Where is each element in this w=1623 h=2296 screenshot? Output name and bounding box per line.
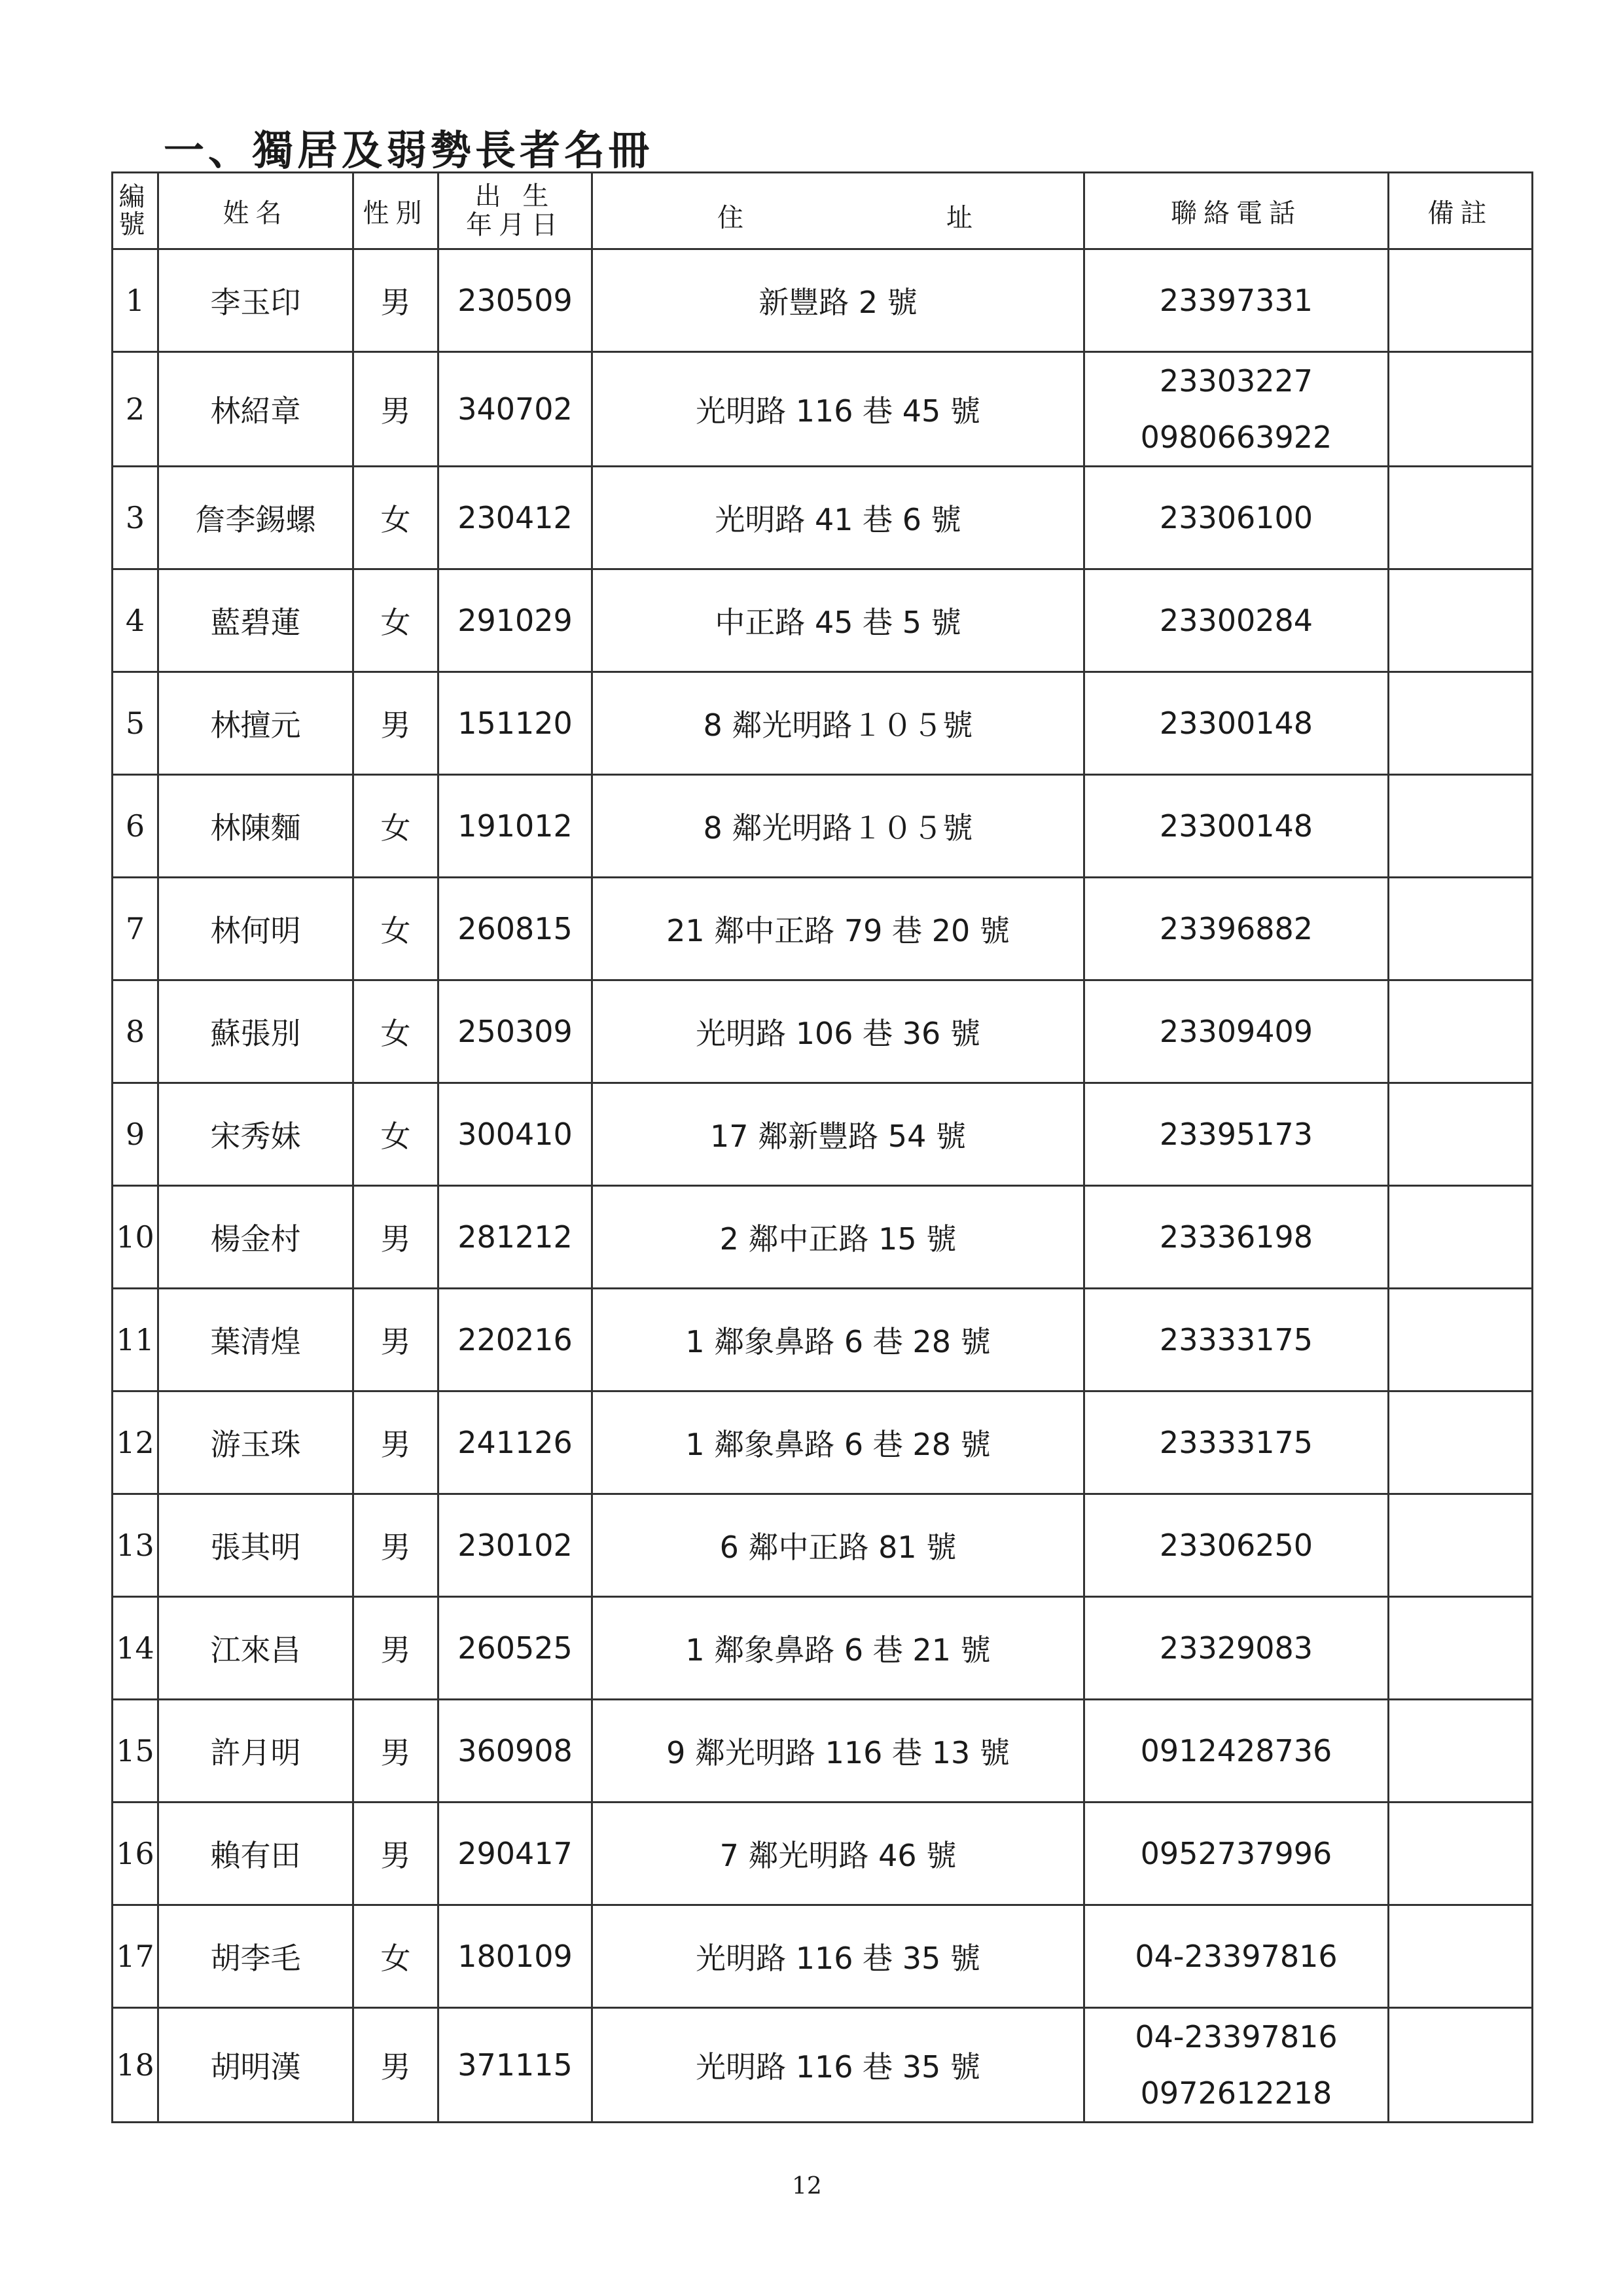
table-row	[113, 1905, 1533, 2008]
row-name: 宋秀妹	[158, 1083, 353, 1186]
row-number: 12	[113, 1391, 158, 1494]
row-name: 李玉印	[158, 249, 353, 352]
table-row	[113, 1494, 1533, 1597]
row-phone	[1084, 1700, 1389, 1803]
row-phone	[1084, 1905, 1389, 2008]
row-address: 1 鄰象鼻路 6 巷 21 號	[592, 1597, 1084, 1700]
table-row	[113, 2008, 1533, 2123]
row-gender: 女	[353, 467, 438, 569]
row-gender: 男	[353, 249, 438, 352]
row-dob: 281212	[438, 1186, 592, 1289]
row-dob: 230412	[438, 467, 592, 569]
row-dob: 360908	[438, 1700, 592, 1803]
row-number: 17	[113, 1905, 158, 2008]
table-row	[113, 775, 1533, 878]
phone-number: 0980663922	[1140, 420, 1332, 455]
row-phone	[1084, 569, 1389, 672]
row-dob: 220216	[438, 1289, 592, 1391]
header-dob-line1: 出 生	[474, 181, 556, 211]
row-remarks	[1389, 980, 1533, 1083]
phone-number: 23395173	[1159, 1117, 1313, 1152]
phone-number: 04-23397816	[1135, 2019, 1338, 2054]
row-phone	[1084, 672, 1389, 775]
row-phone	[1084, 1391, 1389, 1494]
row-address: 1 鄰象鼻路 6 巷 28 號	[592, 1289, 1084, 1391]
row-dob: 300410	[438, 1083, 592, 1186]
phone-number: 0912428736	[1140, 1733, 1332, 1768]
row-dob: 340702	[438, 352, 592, 467]
row-gender: 男	[353, 1803, 438, 1905]
phone-number: 23309409	[1159, 1014, 1313, 1049]
row-phone	[1084, 1083, 1389, 1186]
phone-number: 23300148	[1159, 706, 1313, 741]
row-number: 7	[113, 878, 158, 980]
row-address: 光明路 106 巷 36 號	[592, 980, 1084, 1083]
row-name: 詹李錫螺	[158, 467, 353, 569]
table-row	[113, 1391, 1533, 1494]
row-gender: 男	[353, 1289, 438, 1391]
phone-number: 23333175	[1159, 1322, 1313, 1357]
header-number: 編號	[113, 173, 158, 249]
table-row	[113, 1289, 1533, 1391]
phone-number: 04-23397816	[1135, 1939, 1338, 1974]
row-address: 光明路 116 巷 45 號	[592, 352, 1084, 467]
header-row	[113, 173, 1533, 249]
row-phone	[1084, 1289, 1389, 1391]
row-remarks	[1389, 1597, 1533, 1700]
row-number: 6	[113, 775, 158, 878]
table-row	[113, 1803, 1533, 1905]
phone-number: 23329083	[1159, 1630, 1313, 1666]
phone-number: 23303227	[1159, 363, 1313, 399]
phone-number: 23333175	[1159, 1425, 1313, 1460]
row-number: 18	[113, 2008, 158, 2123]
row-gender: 男	[353, 1186, 438, 1289]
row-number: 10	[113, 1186, 158, 1289]
row-gender: 女	[353, 775, 438, 878]
row-address: 光明路 116 巷 35 號	[592, 2008, 1084, 2123]
phone-number: 23300284	[1159, 603, 1313, 638]
row-name: 許月明	[158, 1700, 353, 1803]
row-remarks	[1389, 1391, 1533, 1494]
table-row	[113, 672, 1533, 775]
row-dob: 371115	[438, 2008, 592, 2123]
row-name: 林何明	[158, 878, 353, 980]
row-address: 17 鄰新豐路 54 號	[592, 1083, 1084, 1186]
row-phone	[1084, 878, 1389, 980]
row-number: 16	[113, 1803, 158, 1905]
row-phone	[1084, 467, 1389, 569]
row-name: 藍碧蓮	[158, 569, 353, 672]
row-phone	[1084, 1186, 1389, 1289]
row-remarks	[1389, 1494, 1533, 1597]
row-name: 林紹章	[158, 352, 353, 467]
row-remarks	[1389, 1186, 1533, 1289]
row-address: 新豐路 2 號	[592, 249, 1084, 352]
row-remarks	[1389, 775, 1533, 878]
row-remarks	[1389, 249, 1533, 352]
row-number: 15	[113, 1700, 158, 1803]
row-phone	[1084, 1597, 1389, 1700]
elder-roster-table	[111, 171, 1533, 2123]
row-gender: 男	[353, 352, 438, 467]
row-phone	[1084, 1803, 1389, 1905]
row-gender: 男	[353, 1494, 438, 1597]
row-remarks	[1389, 878, 1533, 980]
row-number: 3	[113, 467, 158, 569]
row-dob: 151120	[438, 672, 592, 775]
row-name: 胡李毛	[158, 1905, 353, 2008]
header-address-part-b: 址	[946, 203, 979, 233]
row-address: 9 鄰光明路 116 巷 13 號	[592, 1700, 1084, 1803]
phone-number: 23300148	[1159, 808, 1313, 844]
row-address: 光明路 116 巷 35 號	[592, 1905, 1084, 2008]
table-row	[113, 249, 1533, 352]
page-number: 12	[792, 2173, 822, 2200]
header-remarks: 備註	[1389, 173, 1533, 249]
row-dob: 191012	[438, 775, 592, 878]
row-gender: 男	[353, 2008, 438, 2123]
row-gender: 男	[353, 1597, 438, 1700]
row-number: 5	[113, 672, 158, 775]
row-number: 11	[113, 1289, 158, 1391]
phone-number: 23397331	[1159, 283, 1313, 318]
row-gender: 女	[353, 980, 438, 1083]
header-dob-line2: 年月日	[466, 210, 564, 240]
page-title: 一、獨居及弱勢長者名冊	[164, 126, 654, 174]
row-remarks	[1389, 1905, 1533, 2008]
row-remarks	[1389, 467, 1533, 569]
row-gender: 男	[353, 672, 438, 775]
phone-number: 23396882	[1159, 911, 1313, 946]
row-gender: 女	[353, 1083, 438, 1186]
row-phone	[1084, 2008, 1389, 2123]
header-phone: 聯絡電話	[1084, 173, 1389, 249]
row-remarks	[1389, 1083, 1533, 1186]
row-gender: 女	[353, 1905, 438, 2008]
row-dob: 241126	[438, 1391, 592, 1494]
row-number: 1	[113, 249, 158, 352]
row-name: 葉清煌	[158, 1289, 353, 1391]
row-dob: 290417	[438, 1803, 592, 1905]
row-remarks	[1389, 1803, 1533, 1905]
row-dob: 291029	[438, 569, 592, 672]
row-phone	[1084, 775, 1389, 878]
row-remarks	[1389, 352, 1533, 467]
row-name: 游玉珠	[158, 1391, 353, 1494]
phone-number: 23306100	[1159, 500, 1313, 535]
row-name: 蘇張別	[158, 980, 353, 1083]
row-gender: 男	[353, 1391, 438, 1494]
row-address: 21 鄰中正路 79 巷 20 號	[592, 878, 1084, 980]
header-name: 姓名	[158, 173, 353, 249]
row-address: 8 鄰光明路１０５號	[592, 775, 1084, 878]
row-number: 13	[113, 1494, 158, 1597]
table-row	[113, 1186, 1533, 1289]
row-name: 胡明漢	[158, 2008, 353, 2123]
row-gender: 女	[353, 569, 438, 672]
row-address: 6 鄰中正路 81 號	[592, 1494, 1084, 1597]
row-address: 2 鄰中正路 15 號	[592, 1186, 1084, 1289]
header-address	[592, 173, 1084, 249]
phone-number: 23306250	[1159, 1528, 1313, 1563]
phone-number: 0952737996	[1140, 1836, 1332, 1871]
row-number: 14	[113, 1597, 158, 1700]
row-name: 林擅元	[158, 672, 353, 775]
table-row	[113, 352, 1533, 467]
row-number: 2	[113, 352, 158, 467]
row-phone	[1084, 249, 1389, 352]
row-phone	[1084, 352, 1389, 467]
row-address: 中正路 45 巷 5 號	[592, 569, 1084, 672]
header-address-part-a: 住	[717, 203, 750, 233]
row-remarks	[1389, 569, 1533, 672]
row-number: 9	[113, 1083, 158, 1186]
row-address: 光明路 41 巷 6 號	[592, 467, 1084, 569]
row-dob: 180109	[438, 1905, 592, 2008]
row-name: 江來昌	[158, 1597, 353, 1700]
roster-body	[113, 249, 1533, 2123]
table-row	[113, 1083, 1533, 1186]
row-remarks	[1389, 672, 1533, 775]
row-remarks	[1389, 1700, 1533, 1803]
header-gender: 性別	[353, 173, 438, 249]
row-name: 賴有田	[158, 1803, 353, 1905]
row-dob: 250309	[438, 980, 592, 1083]
row-dob: 260525	[438, 1597, 592, 1700]
header-dob	[438, 173, 592, 249]
row-phone	[1084, 980, 1389, 1083]
table-row	[113, 980, 1533, 1083]
table-row	[113, 467, 1533, 569]
row-gender: 男	[353, 1700, 438, 1803]
row-address: 1 鄰象鼻路 6 巷 28 號	[592, 1391, 1084, 1494]
row-phone	[1084, 1494, 1389, 1597]
row-name: 楊金村	[158, 1186, 353, 1289]
row-remarks	[1389, 1289, 1533, 1391]
phone-number: 0972612218	[1140, 2075, 1332, 2111]
table-row	[113, 1597, 1533, 1700]
phone-number: 23336198	[1159, 1219, 1313, 1255]
table-row	[113, 1700, 1533, 1803]
row-gender: 女	[353, 878, 438, 980]
row-address: 7 鄰光明路 46 號	[592, 1803, 1084, 1905]
row-number: 4	[113, 569, 158, 672]
table-row	[113, 569, 1533, 672]
row-dob: 260815	[438, 878, 592, 980]
row-name: 林陳麵	[158, 775, 353, 878]
row-dob: 230102	[438, 1494, 592, 1597]
table-row	[113, 878, 1533, 980]
row-name: 張其明	[158, 1494, 353, 1597]
row-address: 8 鄰光明路１０５號	[592, 672, 1084, 775]
row-remarks	[1389, 2008, 1533, 2123]
row-number: 8	[113, 980, 158, 1083]
row-dob: 230509	[438, 249, 592, 352]
